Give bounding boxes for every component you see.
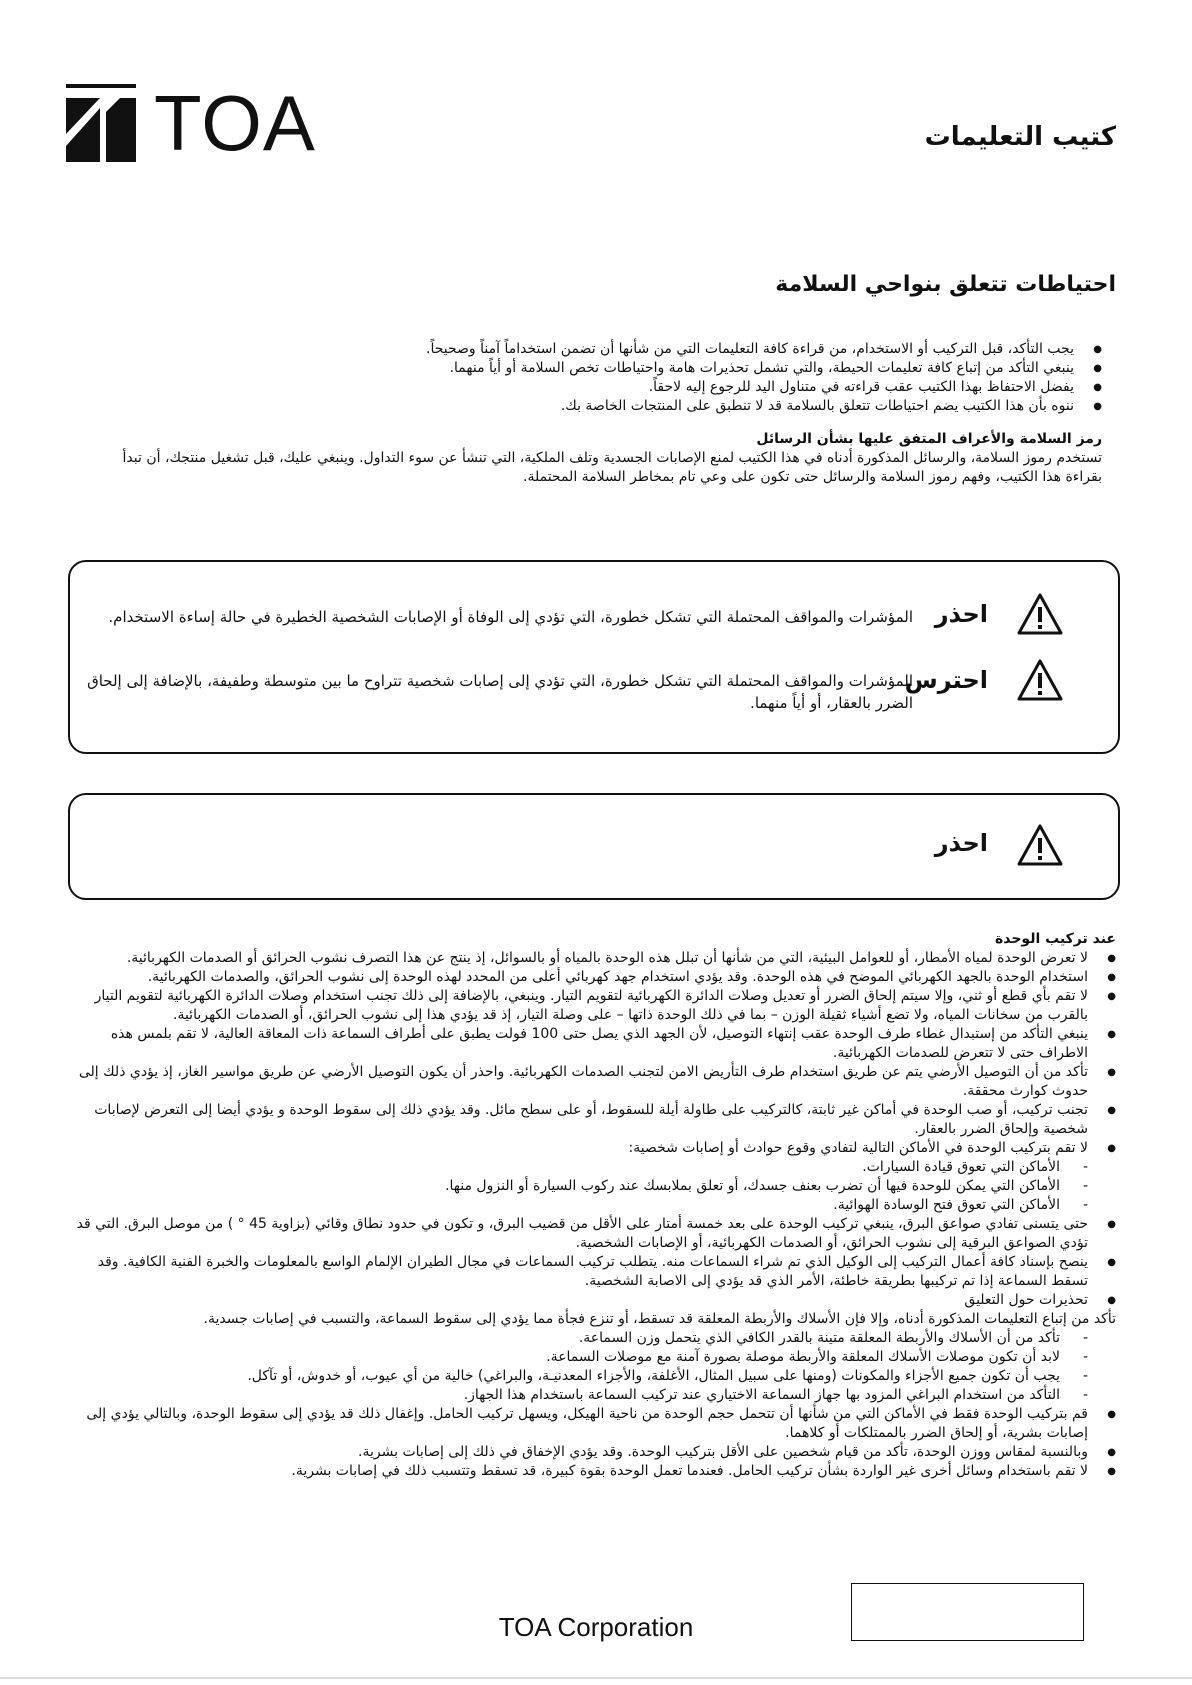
list-item: ● تأكد من أن التوصيل الأرضي يتم عن طريق استخدام طرف التأريض الامن لتجنب الصدمات الكهربائية. واحذر أن يكون التوصيل الأرضي عن طريق مواسير الغاز، إذ يؤدي ذلك إلى حدوث كوارث محققة. [66,1063,1116,1101]
toa-wordmark: TOA [154,79,316,167]
list-item: ● يفضل الاحتفاظ بهذا الكتيب عقب قراءته في متناول اليد للرجوع إليه لاحقاً. [122,378,1102,397]
caution-description: المؤشرات والمواقف المحتملة التي تشكل خطورة، التي تؤدي إلى إصابات شخصية تتراوح ما بين متوسطة وطفيفة، بالإضافة إلى إلحاق الضرر بالعقار، أو أياً منهما. [87,672,913,712]
list-item: ● لا تقم بتركيب الوحدة في الأماكن التالية لتفادي وقوع حوادث أو إصابات شخصية: [66,1139,1116,1158]
list-item: ● لا تعرض الوحدة لمياه الأمطار، أو للعوامل البيئية، التي من شأنها أن تبلل هذه الوحدة بالمياه أو بالسوائل، إذ ينتج عن هذا التصرف نشوب الحرائق أو الصدمات الكهربائية. [66,949,1116,968]
list-item: - الأماكن التي يمكن للوحدة فيها أن تضرب بعنف جسدك، أو تعلق بملابسك عند ركوب السيارة أو النزول منها. [66,1177,1088,1196]
list-item: ● قم بتركيب الوحدة فقط في الأماكن التي من شأنها أن تتحمل حجم الوحدة من ناحية الهيكل، ويسهل تركيب الحامل. وإغفال ذلك قد يؤدي إلى سقوط الوحدة، وبالتالي يؤدي إلى إصابات بشرية، أو إلحاق الضرر بالممتلكات أو كلاهما. [66,1405,1116,1443]
list-item: - الأماكن التي تعوق قيادة السيارات. [66,1158,1088,1177]
list-item: ● تحذيرات حول التعليق [66,1291,1116,1310]
installation-list-2 [66,1215,1116,1310]
list-item: ● تجنب تركيب، أو صب الوحدة في أماكن غير ثابتة، كالتركيب على طاولة أيلة للسقوط، أو على سطح مائل. وقد يؤدي ذلك إلى سقوط الوحدة و يؤدي أيضا إلى التعرض لإصابات شخصية وإلحاق الضرر بالعقار. [66,1101,1116,1139]
document-title: كتيب التعليمات [924,122,1116,152]
hanging-list [66,1329,1116,1405]
warning-label: احذر [934,600,988,628]
list-item: ● لا تقم بأي قطع أو ثني، وإلا سيتم إلحاق الضرر أو تعديل وصلات الدائرة الكهربائية لتقويم التيار. وينبغي، بالإضافة إلى ذلك تجنب استخدام وصلات الدائرة الكهربائية لتقويم التيار بالقرب من سخانات المياه، ولا تضع أشياء ثقيلة الوزن – بما في ذلك الوحدة ذاتها – على وصلة التيار، إذ قد يؤدي هذا إلى نشوب الحرائق، أو الصدمات الكهربائية. [66,987,1116,1025]
list-item: ● ينصح بإسناد كافة أعمال التركيب إلى الوكيل الذي تم شراء السماعات منه. يتطلب تركيب السماعات في مجال الطيران الإلمام الواسع بالمعلومات والخبرة الفنية الكافية. وقد تسقط السماعة إذا تم تركيبها بطريقة خاطئة، الأمر الذي قد يؤدي إلى الاصابة الشخصية. [66,1253,1116,1291]
warning-box-label: احذر [934,829,988,857]
list-item: - الأماكن التي تعوق فتح الوسادة الهوائية. [66,1196,1088,1215]
safety-section-title: احتياطات تتعلق بنواحي السلامة [775,272,1116,297]
list-item: ● ينبغي التأكد من إتباع كافة تعليمات الحيطة، والتي تشمل تحذيرات هامة واحتياطات تخص السلامة أو أياً منهما. [122,359,1102,378]
list-item: - يجب أن تكون جميع الأجزاء والمكونات (ومنها على سبيل المثال، الأغلفة، والأجزاء المعدنيـة، والبراغي) خالية من أي عيوب، أو خدوش، أو تآكل. [66,1367,1088,1386]
safety-intro [122,340,1102,487]
list-item: - تأكد من أن الأسلاك والأربطة المعلقة متينة بالقدر الكافي الذي يتحمل وزن السماعة. [66,1329,1088,1348]
list-item: ● يجب التأكد، قبل التركيب أو الاستخدام، من قراءة كافة التعليمات التي من شأنها أن تضمن استخداماً آمناً وصحيحاً. [122,340,1102,359]
installation-heading: عند تركيب الوحدة [994,931,1116,947]
corporation-name: TOA Corporation [498,1612,694,1642]
symbols-text-2: بقراءة هذا الكتيب، وفهم رموز السلامة والرسائل حتى تكون على وعي تام بمخاطر السلامة المحتملة. [523,469,1102,485]
warning-triangle-icon [1016,592,1064,636]
list-item: ● لا تقم باستخدام وسائل أخرى غير الواردة بشأن تركيب الحامل. فعندما تعمل الوحدة بقوة كبيرة، قد تسقط وتتسبب ذلك في إصابات بشرية. [66,1462,1116,1481]
list-item: ● وبالنسبة لمقاس ووزن الوحدة، تأكد من قيام شخصين على الأقل بتركيب الوحدة. وقد يؤدي الإخفاق في ذلك إلى إصابات بشرية. [66,1443,1116,1462]
symbols-heading: رمز السلامة والأعراف المتفق عليها بشأن الرسائل [756,431,1102,447]
list-item: ● ينبغي التأكد من إستبدال غطاء طرف الوحدة عقب إنتهاء التوصيل، لأن الجهد الذي يصل حتى 100 فولت يطبق على أطراف السماعة ذات المعاقة العالية، لا تقم بلمس هذه الاطراف حتى لا تتعرض للصدمات الكهربائية. [66,1025,1116,1063]
toa-logo [66,79,336,167]
list-item: - التأكد من استخدام البراغي المزود بها جهاز السماعة الاختياري عند تركيب السماعة باستخدام هذا الجهاز. [66,1386,1088,1405]
list-item: - لابد أن تكون موصلات الأسلاك المعلقة والأربطة موصلة بصورة آمنة مع موصلات السماعة. [66,1348,1088,1367]
symbols-text-1: تستخدم رموز السلامة، والرسائل المذكورة أدناه في هذا الكتيب لمنع الإصابات الجسدية وتلف الملكية، التي تنشأ عن سوء التداول. وينبغي عليك، قبل تشغيل منتجك، أن تبدأ [122,450,1102,466]
safety-legend-box [68,560,1120,754]
warning-box [68,793,1120,900]
toa-logo-mark [66,84,146,164]
hanging-intro: تأكد من إتباع التعليمات المذكورة أدناه، وإلا فإن الأسلاك والأربطة المعلقة قد تسقط، أو تنزع فجأة مما يؤدي إلى سقوط السماعة، والتسبب في إصابات جسدية. [203,1311,1116,1327]
installation-list [66,949,1116,1158]
list-item: ● حتى يتسنى تفادي صواعق البرق، ينبغي تركيب الوحدة على بعد خمسة أمتار على الأقل من قضيب البرق، و تكون في حدود نطاق وقائي (بزاوية 45 ° ) من موصل البرق. التي قد تؤدي الصواعق البرقية إلى نشوب الحرائق، أو الصدمات الكهربائية، أو الإصابات الشخصية. [66,1215,1116,1253]
installation-list-3 [66,1405,1116,1481]
warning-description: المؤشرات والمواقف المحتملة التي تشكل خطورة، التي تؤدي إلى الوفاة أو الإصابات الشخصية الخطيرة في حالة إساءة الاستخدام. [108,608,913,626]
warning-triangle-icon [1016,823,1064,867]
list-item: ● ننوه بأن هذا الكتيب يضم احتياطات تتعلق بالسلامة قد لا تنطبق على المنتجات الخاصة بك. [122,397,1102,416]
caution-label: احترس [904,666,988,694]
installation-section [66,930,1116,1481]
list-item: ● استخدام الوحدة بالجهد الكهربائي الموضح في هذه الوحدة. وقد يؤدي استخدام جهد كهربائي أعلى من المحدد لهذه الوحدة إلى نشوب الحرائق، والصدمات الكهربائية. [66,968,1116,987]
caution-triangle-icon [1016,658,1064,702]
bottom-divider [0,1677,1192,1679]
places-list [66,1158,1116,1215]
safety-bullet-list [122,340,1102,416]
